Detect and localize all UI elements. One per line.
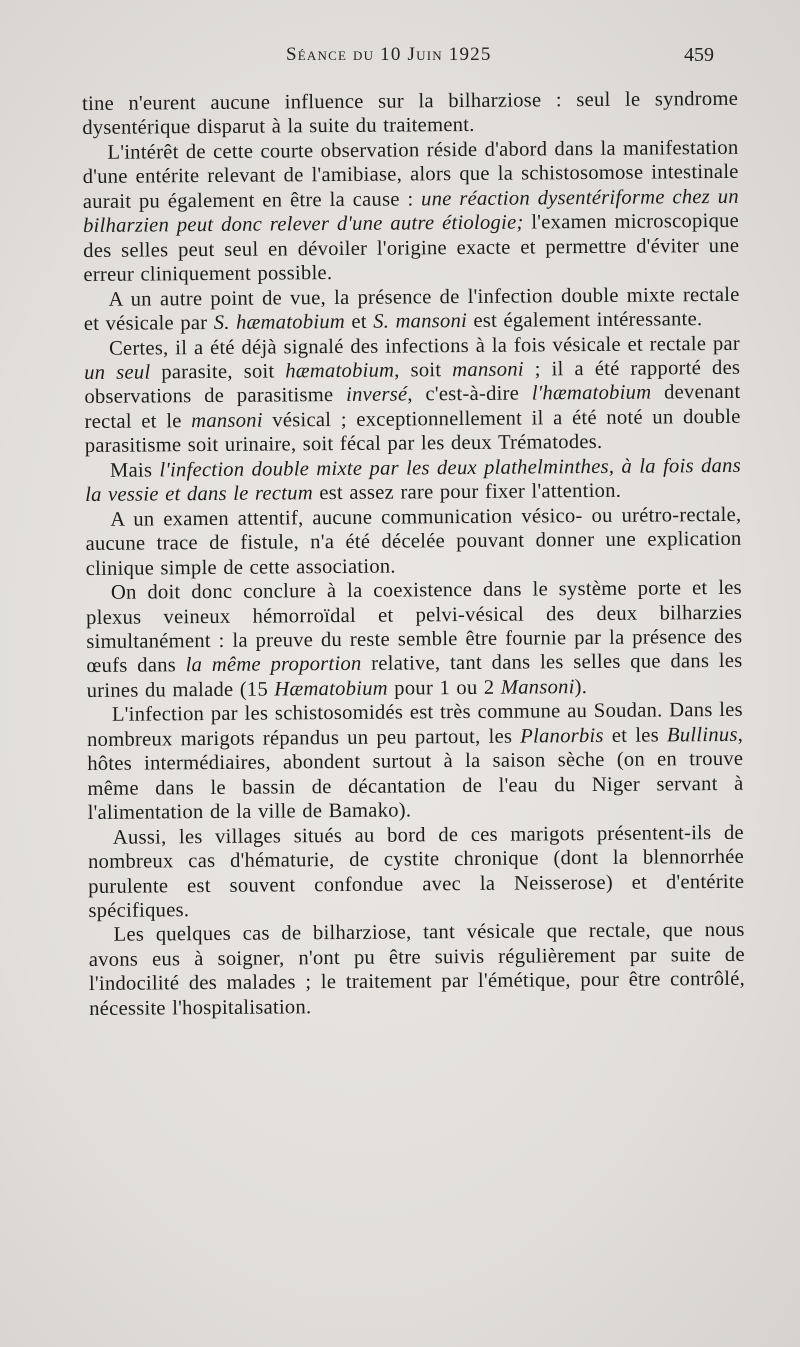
text-run: ). <box>574 675 588 699</box>
text-run: tine n'eurent aucune influence sur la bilharziose : seul le syndrome dysentérique disparut à la suite du traitement. <box>82 87 739 140</box>
text-run: parasite, soit <box>150 360 286 384</box>
italic-text: mansoni <box>191 409 263 433</box>
italic-text: S. mansoni <box>373 310 468 333</box>
italic-text: inversé <box>346 383 408 407</box>
paragraph <box>84 331 741 458</box>
text-run: Certes, il a été déjà signalé des infections à la fois vésicale et rectale par <box>108 332 741 360</box>
paragraph <box>85 454 741 508</box>
paragraph <box>82 87 738 141</box>
paragraph <box>82 136 739 288</box>
text-run: est également intéressante. <box>466 308 703 333</box>
text-run: A un examen attentif, aucune communication vésico- ou urétro-rectale, aucune trace de fistule, n'a été décelée pouvant donner une explication clinique simple de cette association. <box>85 503 742 580</box>
italic-text: S. hæmatobium <box>213 311 346 335</box>
text-run: L'infection par les schistosomidés est très commune au Soudan. Dans les nombreux marigots répandus un peu partout, les <box>87 699 743 751</box>
italic-text: hæmatobium <box>285 359 395 383</box>
text-run: Mais <box>109 459 160 482</box>
italic-text: Bullinus <box>666 723 738 747</box>
paragraph <box>89 918 746 1021</box>
paragraph <box>87 698 744 825</box>
italic-text: Hæmatobium <box>274 677 388 701</box>
text-run: ; il a été rapporté des observations de parasitisme <box>84 356 741 409</box>
italic-text: une réaction dysentériforme chez un bilharzien peut donc relever d'une autre étiologie; <box>82 185 739 238</box>
text-run: , hôtes intermédiaires, abondent surtout à la saison sèche (on en trouve même dans le bassin de décantation de l'eau du Niger servant à l'alimentation de la ville de Bamako). <box>87 723 744 825</box>
italic-text: la même proportion <box>185 653 362 677</box>
italic-text: l'hæmatobium <box>531 381 652 405</box>
italic-text: Mansoni <box>500 676 575 699</box>
body-text <box>82 87 745 1021</box>
italic-text: un seul <box>84 361 151 384</box>
text-run: et <box>344 310 374 334</box>
text-run: est assez rare pour fixer l'attention. <box>312 480 622 505</box>
text-run: vésical ; exceptionnellement il a été noté un double parasitisme soit urinaire, soit fécal par les deux Trématodes. <box>84 405 741 458</box>
text-run: Les quelques cas de bilharziose, tant vésicale que rectale, que nous avons eus à soigner, n'ont pu être suivis régulièrement par suite de l'indocilité des malades ; le traitement par l'émétique, pour être contrôlé, nécessite l'hospitalisation. <box>88 919 746 1020</box>
running-title: Séance du 10 Juin 1925 <box>286 44 492 65</box>
text-run: pour 1 ou 2 <box>387 676 501 700</box>
text-run: On doit donc conclure à la coexistence dans le système porte et les plexus veineux hémorroïdal et pelvi-vésical des deux bilharzies simultanément : la preuve du reste semble être fournie par la présence des œufs dans <box>86 576 743 678</box>
text-run: , c'est-à-dire <box>407 382 532 406</box>
text-run: , soit <box>394 359 453 382</box>
italic-text: mansoni <box>452 358 524 382</box>
text-run: devenant rectal et le <box>84 381 741 433</box>
italic-text: Planorbis <box>520 724 604 748</box>
text-run: A un autre point de vue, la présence de l'infection double mixte rectale et vésicale par <box>83 283 740 336</box>
text-run: Aussi, les villages situés au bord de ces marigots présentent-ils de nombreux cas d'hématurie, de cystite chronique (dont la blennorrhée purulente est souvent confondue avec la Neisserose) et d'entérite spécifiques. <box>87 821 745 922</box>
page-number: 459 <box>684 44 714 66</box>
text-run: l'examen microscopique des selles peut seul en dévoiler l'origine exacte et permettre d'éviter une erreur cliniquement possible. <box>83 210 740 287</box>
paragraph <box>85 503 742 582</box>
text-run: et les <box>603 724 668 747</box>
italic-text: l'infection double mixte par les deux plathelminthes, à la fois dans la vessie et dans le rectum <box>85 454 742 507</box>
text-run: relative, tant dans les selles que dans les urines du malade (15 <box>86 650 743 702</box>
paragraph <box>86 576 743 703</box>
text-run: L'intérêt de cette courte observation réside d'abord dans la manifestation d'une entérite relevant de l'amibiase, alors que la schistosomose intestinale aurait pu également en être la cause : <box>82 136 739 213</box>
paragraph <box>84 282 740 336</box>
paragraph <box>88 820 745 923</box>
